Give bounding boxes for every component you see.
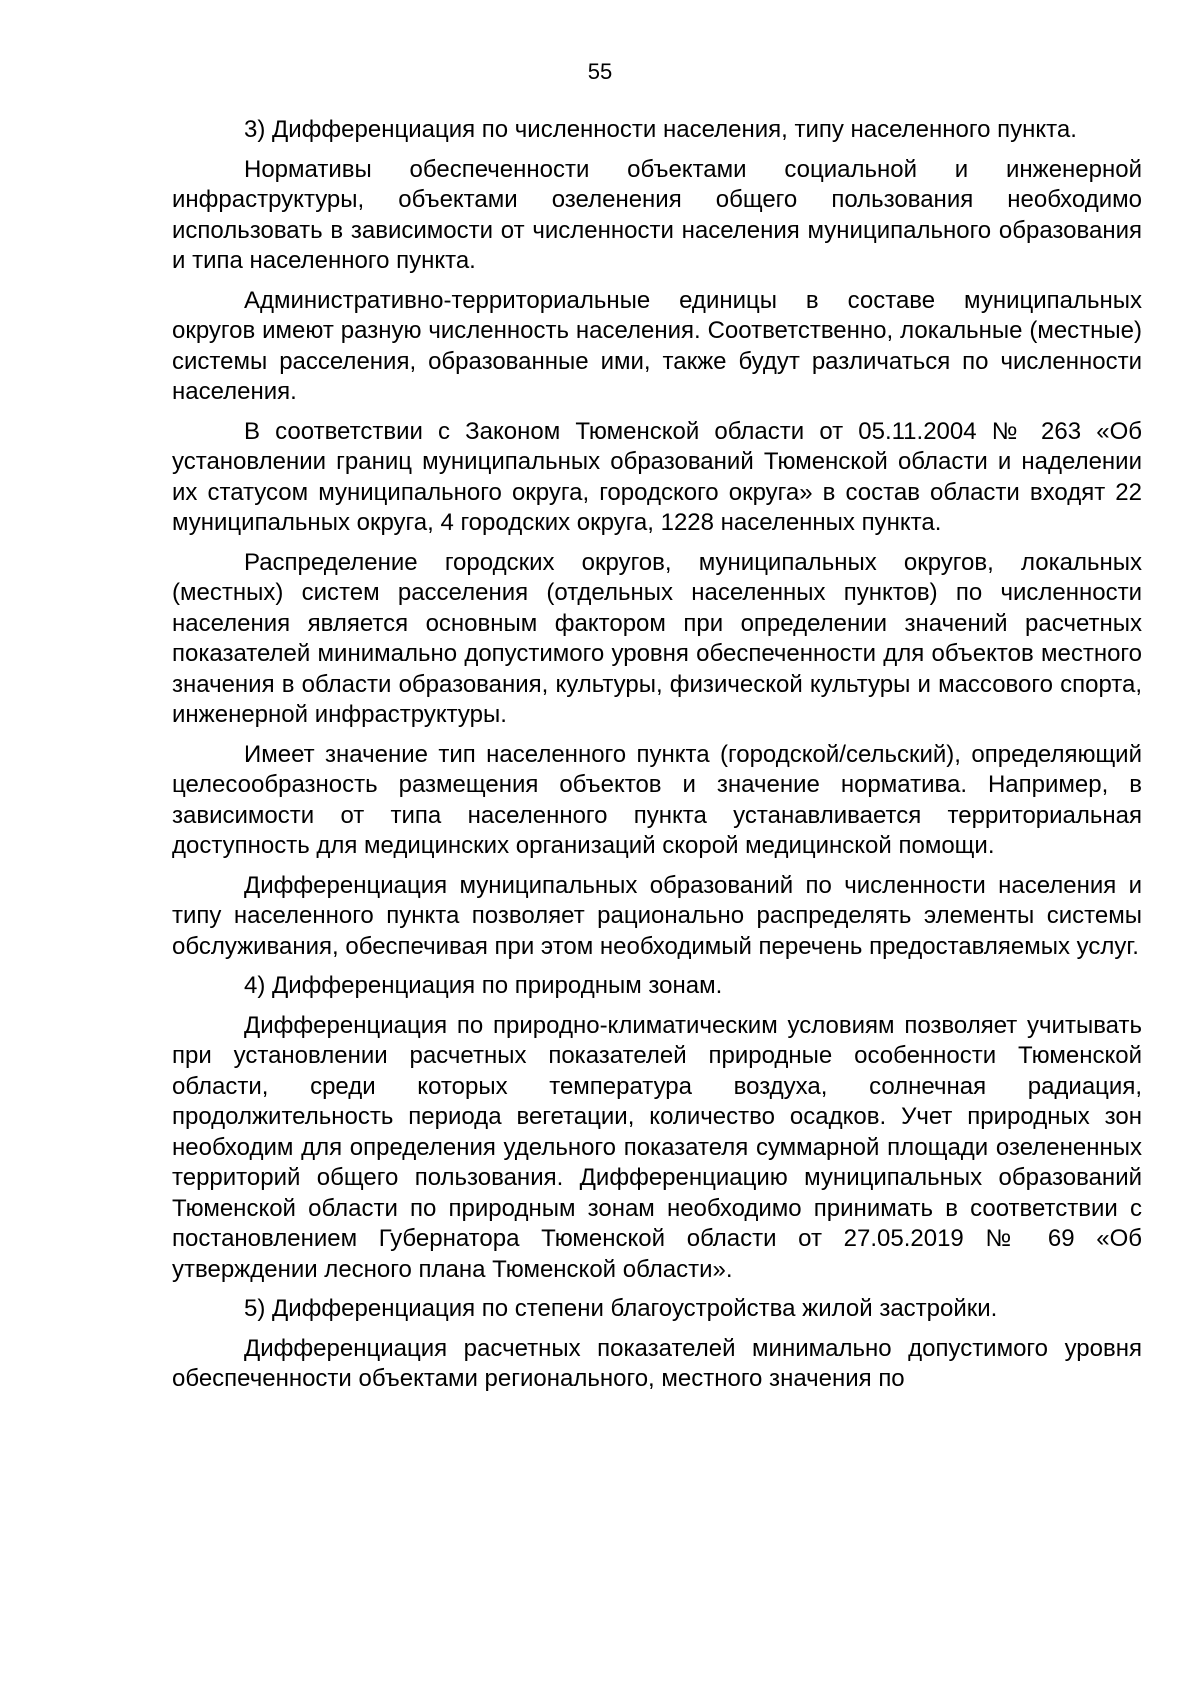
document-body [172, 115, 1142, 1404]
paragraph: Распределение городских округов, муниципальных округов, локальных (местных) систем расселения (отдельных населенных пунктов) по численности населения является основным фактором при определении значений расчетных показателей минимально допустимого уровня обеспеченности для объектов местного значения в области образования, культуры, физической культуры и массового спорта, инженерной инфраструктуры. [172, 548, 1142, 728]
page-number: 55 [587, 59, 613, 84]
paragraph: В соответствии с Законом Тюменской области от 05.11.2004 № 263 «Об установлении границ муниципальных образований Тюменской области и наделении их статусом муниципального округа, городского округа» в состав области входят 22 муниципальных округа, 4 городских округа, 1228 населенных пункта. [172, 417, 1142, 536]
paragraph: Дифференциация по природно-климатическим условиям позволяет учитывать при установлении расчетных показателей природные особенности Тюменской области, среди которых температура воздуха, солнечная радиация, продолжительность периода вегетации, количество осадков. Учет природных зон необходим для определения удельного показателя суммарной площади озелененных территорий общего пользования. Дифференциацию муниципальных образований Тюменской области по природным зонам необходимо принимать в соответствии с постановлением Губернатора Тюменской области от 27.05.2019 № 69 «Об утверждении лесного плана Тюменской области». [172, 1011, 1142, 1283]
paragraph: Дифференциация муниципальных образований по численности населения и типу населенного пункта позволяет рационально распределять элементы системы обслуживания, обеспечивая при этом необходимый перечень предоставляемых услуг. [172, 871, 1142, 960]
paragraph-natural-zones-heading: 4) Дифференциация по природным зонам. [244, 972, 723, 999]
paragraph: Административно-территориальные единицы в составе муниципальных округов имеют разную численность населения. Соответственно, локальные (местные) системы расселения, образованные ими, также будут различаться по численности населения. [172, 286, 1142, 405]
paragraph: Нормативы обеспеченности объектами социальной и инженерной инфраструктуры, объектами озеленения общего пользования необходимо использовать в зависимости от численности населения муниципального образования и типа населенного пункта. [172, 155, 1142, 274]
paragraph: Имеет значение тип населенного пункта (городской/сельский), определяющий целесообразность размещения объектов и значение норматива. Например, в зависимости от типа населенного пункта устанавливается территориальная доступность для медицинских организаций скорой медицинской помощи. [172, 740, 1142, 859]
paragraph: Дифференциация расчетных показателей минимально допустимого уровня обеспеченности объектами регионального, местного значения по [172, 1334, 1142, 1392]
paragraph-population-heading: 3) Дифференциация по численности населения, типу населенного пункта. [244, 116, 1077, 143]
paragraph-improvement-heading: 5) Дифференциация по степени благоустройства жилой застройки. [244, 1295, 998, 1322]
